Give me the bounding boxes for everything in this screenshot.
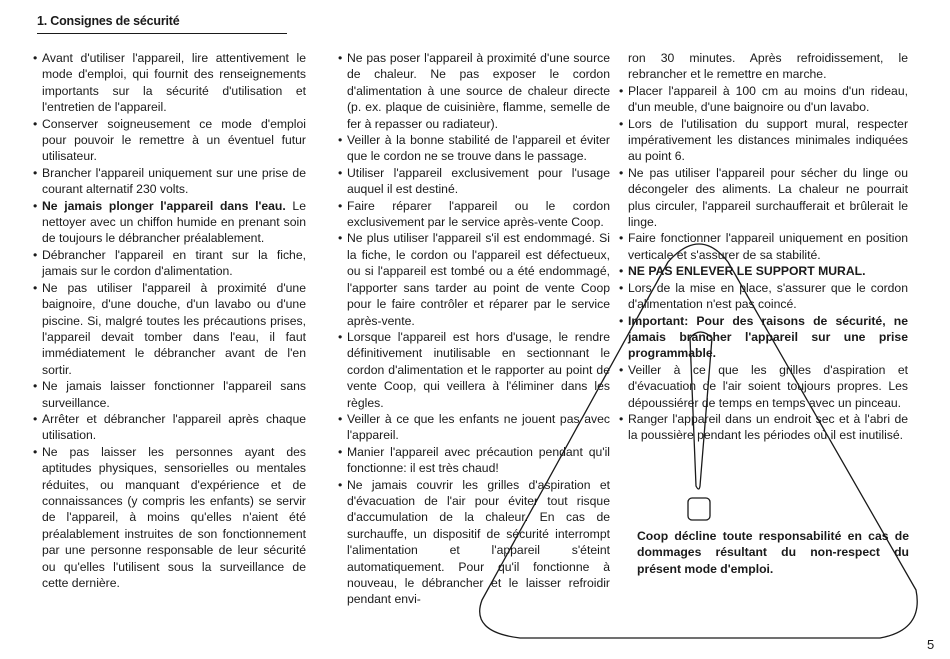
safety-item bbox=[619, 50, 908, 83]
safety-item-text: Lors de l'utilisation du support mural, respecter impérativement les distances minimales indiquées au point 6. bbox=[628, 116, 908, 164]
safety-item-text: Ne pas utiliser l'appareil à proximité d'une baignoire, d'une douche, d'un lavabo ou d'une piscine. Si, malgré toutes les précautions prises, l'appareil devait tomber dans l'eau, il faut immédiatement le débrancher avant de l'en sortir. bbox=[42, 280, 306, 377]
safety-item bbox=[619, 230, 908, 263]
safety-item bbox=[33, 247, 306, 280]
safety-item bbox=[33, 411, 306, 444]
column-2 bbox=[338, 50, 610, 608]
safety-item-text: Lors de la mise en place, s'assurer que le cordon d'alimentation n'est pas coincé. bbox=[628, 280, 908, 312]
safety-item-text: Débrancher l'appareil en tirant sur la fiche, jamais sur le cordon d'alimentation. bbox=[42, 247, 306, 279]
safety-item bbox=[338, 50, 610, 132]
safety-list-2 bbox=[338, 50, 610, 608]
safety-item-text: Ne plus utiliser l'appareil s'il est endommagé. Si la fiche, le cordon ou l'appareil est défectueux, ou si l'appareil est tombé ou a été endommagé, l'apporter sans tarder au point de vente Coop pour le faire contrôler et réparer par le service après-vente. bbox=[347, 231, 610, 328]
title-underline bbox=[37, 33, 287, 34]
safety-item bbox=[338, 165, 610, 198]
safety-item bbox=[338, 477, 610, 608]
safety-item-text: Faire fonctionner l'appareil uniquement en position verticale et s'assurer de sa stabilité. bbox=[628, 231, 908, 262]
safety-item bbox=[619, 313, 908, 362]
safety-item bbox=[33, 378, 306, 411]
safety-item bbox=[619, 165, 908, 231]
safety-item-text: Faire réparer l'appareil ou le cordon exclusivement par le service après-vente Coop. bbox=[347, 198, 610, 230]
section-title: 1. Consignes de sécurité bbox=[37, 14, 180, 28]
safety-item bbox=[619, 411, 908, 444]
safety-item-emphasis: NE PAS ENLEVER LE SUPPORT MURAL. bbox=[628, 264, 866, 279]
safety-item bbox=[338, 329, 610, 411]
safety-item-text: Ne pas poser l'appareil à proximité d'une source de chaleur. Ne pas exposer le cordon d'alimentation à une source de chaleur directe (p. ex. plaque de cuisinière, flamme, semelle de fer à repasser ou radiateur). bbox=[347, 51, 610, 131]
safety-item bbox=[33, 50, 306, 116]
safety-item bbox=[619, 83, 908, 116]
safety-item-text: Conserver soigneusement ce mode d'emploi pour pouvoir le remettre à un éventuel futur utilisateur. bbox=[42, 116, 306, 164]
safety-item-text: Ne pas utiliser l'appareil pour sécher du linge ou décongeler des aliments. La chaleur ne pourrait plus circuler, l'appareil surchaufferait et brûlerait le linge. bbox=[628, 165, 908, 230]
safety-item bbox=[338, 444, 610, 477]
safety-item-text: Avant d'utiliser l'appareil, lire attentivement le mode d'emploi, qui fournit des renseignements importants sur la sécurité d'utilisation et l'entretien de l'appareil. bbox=[42, 51, 306, 115]
safety-item bbox=[338, 132, 610, 165]
safety-item bbox=[33, 444, 306, 592]
safety-item bbox=[619, 116, 908, 165]
safety-item-text: Ne pas laisser les personnes ayant des aptitudes physiques, sensorielles ou mentales réduites, ou manquant d'expérience et de connaissances (y compris les enfants) se servir de l'appareil, à moins qu'elles n'aient été préalablement instruites de son fonctionnement par une personne responsable de leur sécurité ou qu'elles l'utilisent sous la surveillance de cette dernière. bbox=[42, 444, 306, 590]
column-1 bbox=[33, 50, 306, 591]
safety-item bbox=[33, 198, 306, 247]
disclaimer: Coop décline toute responsabilité en cas de dommages résultant du non-respect du présent mode d'emploi. bbox=[637, 529, 909, 576]
safety-item-text: Ranger l'appareil dans un endroit sec et à l'abri de la poussière pendant les périodes où il est inutilisé. bbox=[628, 411, 908, 443]
page-number: 5 bbox=[927, 637, 935, 652]
safety-list-1 bbox=[33, 50, 306, 591]
safety-item-text: Lorsque l'appareil est hors d'usage, le rendre définitivement inutilisable en sectionnant le cordon d'alimentation et le rapporter au point de vente Coop, qui veillera à l'éliminer dans les règles. bbox=[347, 329, 610, 410]
safety-item-text: Brancher l'appareil uniquement sur une prise de courant alternatif 230 volts. bbox=[42, 165, 306, 197]
safety-item bbox=[33, 280, 306, 378]
column-3 bbox=[619, 50, 908, 444]
safety-item-text: Veiller à ce que les grilles d'aspiration et d'évacuation de l'air soient toujours propres. Les dépoussiérer de temps en temps avec un pinceau. bbox=[628, 362, 908, 410]
safety-item bbox=[619, 362, 908, 411]
safety-item bbox=[33, 165, 306, 198]
safety-item-text: Le nettoyer avec un chiffon humide en prenant soin de toujours le débrancher préalablement. bbox=[42, 198, 306, 246]
safety-item bbox=[33, 116, 306, 165]
safety-item-text: Ne jamais couvrir les grilles d'aspiration et d'évacuation de l'air pour éviter tout risque d'accumulation de la chaleur. En cas de surchauffe, un dispositif de sécurité interrompt l'alimentation et l'appareil s'éteint automatiquement. Pour qu'il fonctionne à nouveau, le débrancher et le laisser refroidir pendant envi- bbox=[347, 477, 610, 607]
safety-item-text: Placer l'appareil à 100 cm au moins d'un rideau, d'un meuble, d'une baignoire ou d'un lavabo. bbox=[628, 83, 908, 115]
safety-item-text: Ne jamais laisser fonctionner l'appareil sans surveillance. bbox=[42, 379, 306, 410]
safety-item-text: ron 30 minutes. Après refroidissement, le rebrancher et le remettre en marche. bbox=[628, 51, 908, 82]
safety-item-emphasis: Ne jamais plonger l'appareil dans l'eau. bbox=[42, 198, 286, 213]
safety-item bbox=[619, 280, 908, 313]
safety-item-text: Arrêter et débrancher l'appareil après chaque utilisation. bbox=[42, 411, 306, 443]
safety-item bbox=[619, 263, 908, 279]
safety-item-text: Manier l'appareil avec précaution pendant qu'il fonctionne: il est très chaud! bbox=[347, 444, 610, 476]
safety-list-3 bbox=[619, 50, 908, 444]
safety-item-text: Veiller à la bonne stabilité de l'appareil et éviter que le cordon ne se trouve dans le passage. bbox=[347, 133, 610, 164]
safety-item bbox=[338, 198, 610, 231]
safety-item-text: Utiliser l'appareil exclusivement pour l'usage auquel il est destiné. bbox=[347, 165, 610, 197]
safety-item-emphasis: Important: Pour des raisons de sécurité, ne jamais brancher l'appareil sur une prise programmable. bbox=[628, 313, 908, 361]
safety-item bbox=[338, 411, 610, 444]
safety-item bbox=[338, 230, 610, 328]
safety-item-text: Veiller à ce que les enfants ne jouent pas avec l'appareil. bbox=[347, 411, 610, 443]
